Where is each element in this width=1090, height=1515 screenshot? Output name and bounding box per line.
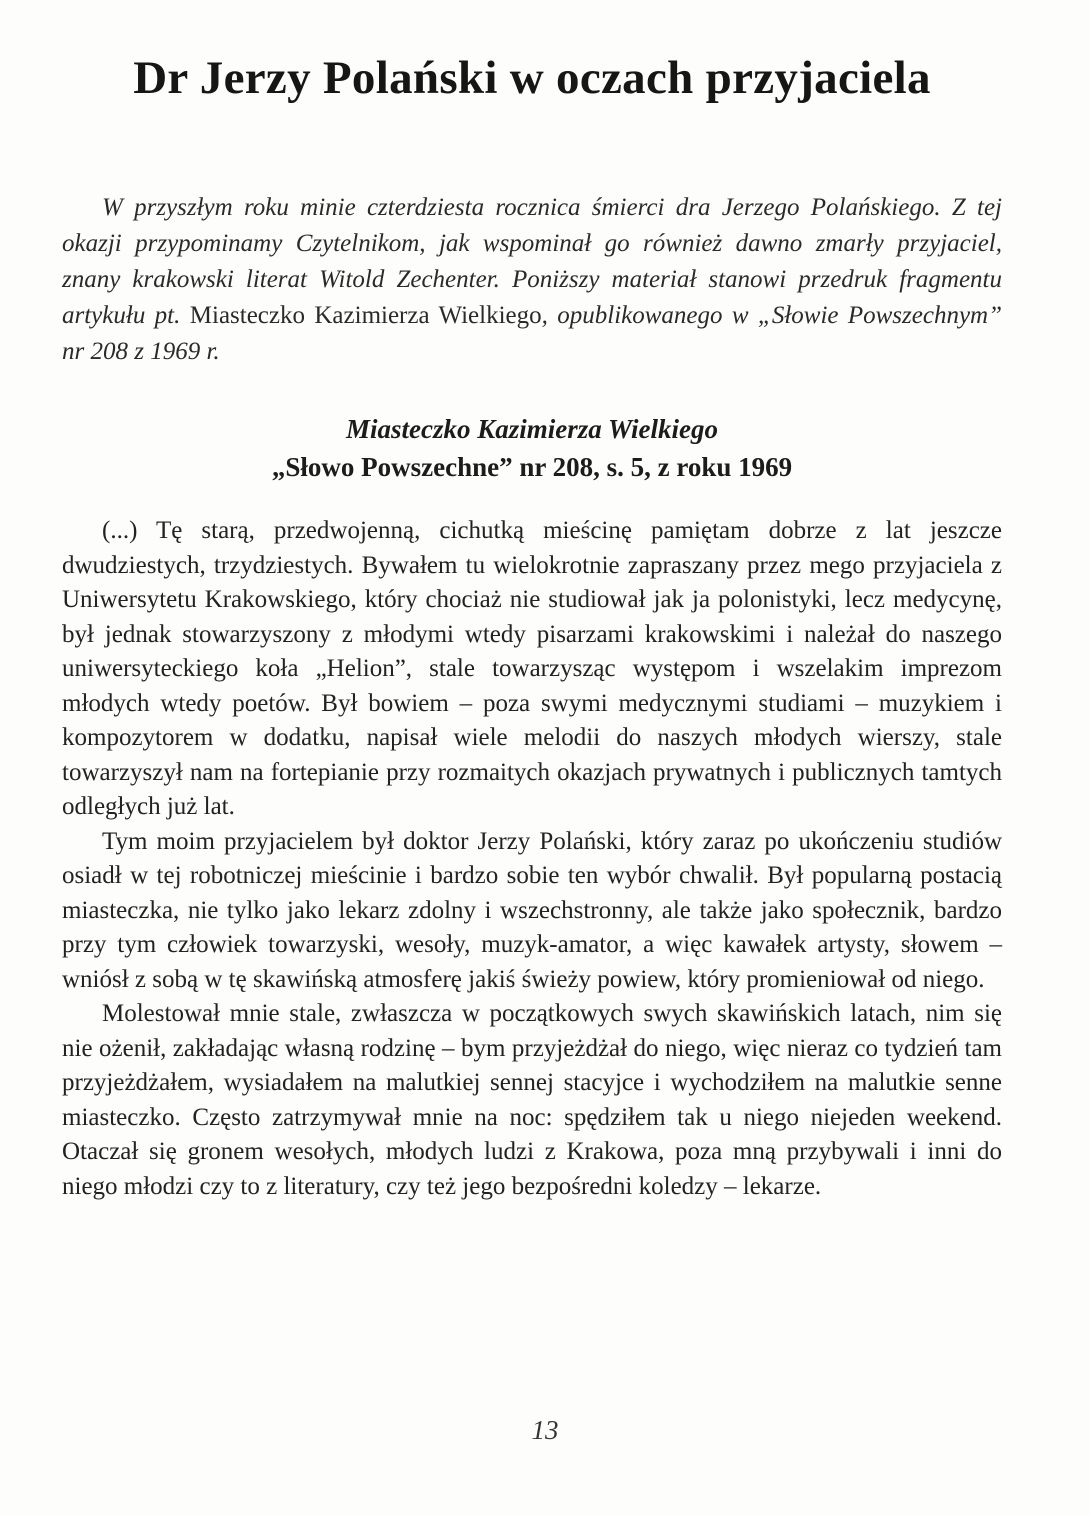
document-page bbox=[62, 50, 1002, 1204]
body-paragraph-2: Tym moim przyjacielem był doktor Jerzy Polański, który zaraz po ukończeniu studiów osiadł w tej robotniczej mieścinie i bardzo sobie ten wybór chwalił. Był popularną postacią miasteczka, nie tylko jako lekarz zdolny i wszechstronny, ale także jako społecznik, bardzo przy tym człowiek towarzyski, wesoły, muzyk-amator, a więc kawałek artysty, słowem – wniósł z sobą w tę skawińską atmosferę jakiś świeży powiew, który promieniował od niego. bbox=[62, 827, 1002, 993]
article-body bbox=[62, 514, 1002, 1204]
page-title: Dr Jerzy Polański w oczach przyjaciela bbox=[133, 52, 931, 104]
intro-note bbox=[62, 190, 1002, 370]
article-heading bbox=[62, 410, 1002, 486]
intro-text-part1: W przyszłym roku minie czterdziesta rocznica śmierci dra Jerzego Polańskiego. Z tej okazji przypominamy Czytelnikom, jak wspominał go również dawno zmarły przyjaciel, znany krakowski literat Witold Zechenter. Poniższy materiał stanowi przedruk fragmentu artykułu pt. bbox=[62, 194, 1002, 330]
body-paragraph-3: Molestował mnie stale, zwłaszcza w początkowych swych skawińskich latach, nim się nie ożenił, zakładając własną rodzinę – bym przyjeżdżał do niego, więc nieraz co tydzień tam przyjeżdżałem, wysiadałem na malutkiej sennej stacyjce i wychodziłem na malutkie senne miasteczko. Często zatrzymywał mnie na noc: spędziłem tak u niego niejeden weekend. Otaczał się gronem wesołych, młodych ludzi z Krakowa, poza mną przybywali i inni do niego młodzi czy to z literatury, czy też jego bezpośredni koledzy – lekarze. bbox=[62, 1000, 1002, 1200]
intro-article-title: Miasteczko Kazimierza Wielkiego bbox=[189, 302, 542, 330]
article-source: „Słowo Powszechne” nr 208, s. 5, z roku 1969 bbox=[271, 452, 793, 483]
body-paragraph-1: (...) Tę starą, przedwojenną, cichutką mieścinę pamiętam dobrze z lat jeszcze dwudziestych, trzydziestych. Bywałem tu wielokrotnie zapraszany przez mego przyjaciela z Uniwersytetu Krakowskiego, który chociaż nie studiował jak ja polonistyki, lecz medycynę, był jednak stowarzyszony z młodymi wtedy pisarzami krakowskimi i należał do naszego uniwersyteckiego koła „Helion”, stale towarzysząc występom i wszelakim imprezom młodych wtedy poetów. Był bowiem – poza swymi medycznymi studiami – muzykiem i kompozytorem w dodatku, napisał wiele melodii do naszych młodych wierszy, stale towarzyszył nam na fortepianie przy rozmaitych okazjach prywatnych i publicznych tamtych odległych już lat. bbox=[62, 517, 1002, 821]
page-number: 13 bbox=[531, 1415, 559, 1445]
intro-text-part2: , opublikowanego w „Słowie Powszechnym” nr 208 z 1969 r. bbox=[62, 302, 1003, 366]
article-title: Miasteczko Kazimierza Wielkiego bbox=[345, 414, 718, 445]
